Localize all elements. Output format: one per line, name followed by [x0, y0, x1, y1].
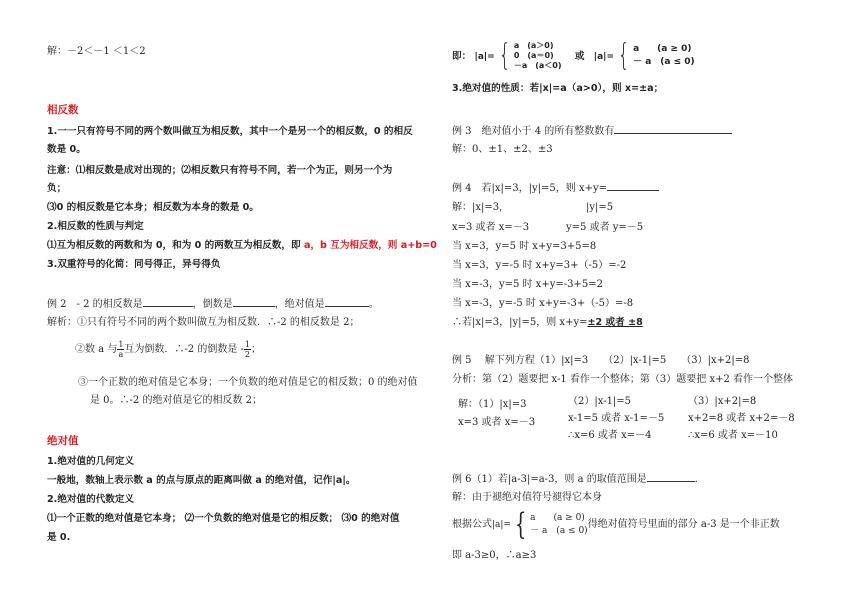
example4-case4: 当 x=-3，y=-5 时 x+y=-3+（-5）=-8	[452, 298, 634, 309]
example5-s2-a: （2）|x-1|=5	[568, 396, 632, 407]
example5-s1-a: 解：（1）|x|=3	[458, 399, 527, 410]
fraction-1-over-2: $\frac{1}{2}$	[244, 340, 250, 359]
example2-solution-line4: 是 0。∴-2 的绝对值是它的相反数 2；	[90, 395, 263, 406]
piecewise-definition	[452, 40, 695, 74]
example5-analysis: 分析：第（2）题要把 x-1 看作一个整体；第（3）题要把 x+2 看作一个整体	[452, 374, 794, 385]
example2-question-d: 。	[368, 299, 379, 310]
abs-geometric-title: 1.绝对值的几何定义	[47, 456, 135, 467]
example4-sol-b: |y|=5	[586, 202, 614, 213]
example3-question-text: 例 3 绝对值小于 4 的所有整数数有	[452, 126, 615, 137]
solution-order: 解：－2＜－1 ＜1＜2	[47, 46, 146, 57]
opposite-definition-line2: 数是 0。	[47, 144, 86, 155]
example5-question: 例 5 解下列方程（1）|x|=3 （2）|x-1|=5 （3）|x+2|=8	[452, 355, 750, 366]
answer-blank	[143, 297, 193, 307]
example6-question-text: 例 6（1）若|a-3|=a-3，则 a 的取值范围是	[452, 474, 647, 485]
example6-question	[452, 472, 705, 487]
answer-blank	[647, 472, 695, 482]
note-line3: ⑶0 的相反数是它本身；相反数为本身的数是 0。	[47, 202, 259, 213]
abs-property: 3.绝对值的性质：若|x|=a（a>0），则 x=±a；	[452, 83, 664, 94]
example2-sol2-a: ②数 a 与	[75, 344, 118, 355]
example4-sol-c: x=3 或者 x=－3	[452, 222, 530, 233]
opposite-property-text: ⑴互为相反数的两数和为 0，和为 0 的两数互为相反数，即	[47, 240, 304, 251]
example5-s2-c: ∴x=6 或者 x=－4	[568, 430, 652, 441]
answer-blank	[614, 124, 732, 134]
example2-question	[47, 297, 379, 312]
section-title-absolute: 绝对值	[47, 435, 79, 447]
example6-formula-cases: a (a ≥ 0) － a (a ≤ 0)	[530, 512, 588, 536]
opposite-property-highlight: a，b 互为相反数，则 a+b=0	[303, 240, 437, 251]
example5-s1-b: x=3 或者 x=－3	[458, 417, 536, 428]
example4-case2: 当 x=3，y=-5 时 x+y=3+（-5）=-2	[452, 260, 627, 271]
piecewise-prefix: 即：	[452, 51, 472, 62]
example2-question-a: 例 2 - 2 的相反数是	[47, 299, 143, 310]
double-sign-rule: 3.双重符号的化简：同号得正，异号得负	[47, 259, 221, 270]
example4-case3: 当 x=-3，y=5 时 x+y=-3+5=2	[452, 279, 603, 290]
note-line2: 负；	[47, 183, 67, 194]
answer-blank	[325, 297, 369, 307]
abs-geometric-definition: 一般地，数轴上表示数 a 的点与原点的距离叫做 a 的绝对值，记作|a|。	[47, 475, 356, 486]
example5-s3-b: x+2=8 或者 x+2=－8	[688, 413, 795, 424]
example4-sol-d: y=5 或者 y=－5	[566, 222, 644, 233]
example4-question	[452, 181, 659, 196]
piecewise1-lhs: |a|=	[474, 52, 495, 62]
note-line1: 注意：⑴相反数是成对出现的；⑵相反数只有符号不同，若一个为正，则另一个为	[47, 165, 393, 176]
piecewise2-cases: a (a ≥ 0) － a (a ≤ 0)	[633, 44, 695, 67]
example5-s2-b: x-1=5 或者 x-1=－5	[568, 413, 665, 424]
example2-solution-line3: ③一个正数的绝对值是它本身；一个负数的绝对值是它的相反数；0 的绝对值	[78, 377, 418, 388]
example2-sol2-c: ；	[251, 344, 261, 355]
example5-s3-a: （3）|x+2|=8	[688, 396, 757, 407]
example2-question-c: ，绝对值是	[274, 299, 325, 310]
abs-algebraic-line2: 是 0.	[47, 532, 71, 543]
example2-question-b: ，倒数是	[192, 299, 233, 310]
example6-formula-prefix: 根据公式	[452, 519, 492, 530]
example2-sol2-b: 互为倒数．∴-2 的倒数是 -	[124, 344, 244, 355]
example2-solution-line1: 解析：①只有符号不同的两个数叫做互为相反数．∴-2 的相反数是 2；	[47, 317, 360, 328]
example4-answer: ±2 或者 ±8	[587, 317, 643, 328]
left-brace: {	[498, 38, 511, 73]
piecewise2-lhs: |a|=	[593, 52, 614, 62]
example6-formula-suffix: 得绝对值符号里面的部分 a-3 是一个非正数	[587, 519, 780, 530]
example6-formula-lhs: |a|=	[492, 520, 511, 530]
example4-conclusion	[452, 316, 643, 330]
example4-sol-a: 解：|x|=3,	[452, 202, 503, 213]
answer-blank	[233, 297, 275, 307]
opposite-property-title: 2.相反数的性质与判定	[47, 221, 144, 232]
abs-algebraic-line1: ⑴一个正数的绝对值是它本身； ⑵一个负数的绝对值是它的相反数； ⑶0 的绝对值	[47, 513, 400, 524]
example4-question-text: 例 4 若|x|=3，|y|=5，则 x+y=	[452, 183, 608, 194]
or-word: 或	[574, 51, 585, 62]
opposite-property-line	[47, 239, 437, 253]
abs-algebraic-title: 2.绝对值的代数定义	[47, 494, 135, 505]
example4-conclusion-text: ∴若|x|=3，|y|=5，则 x+y=	[452, 317, 588, 328]
example4-case1: 当 x=3，y=5 时 x+y=3+5=8	[452, 241, 597, 252]
example6-question-end: ．	[694, 474, 705, 485]
answer-blank	[607, 181, 659, 191]
left-brace: {	[617, 38, 630, 73]
example3-question	[452, 124, 732, 139]
example5-s3-c: ∴x=6 或者 x=－10	[688, 430, 778, 441]
opposite-definition-line1: 1.一一只有符号不同的两个数叫做互为相反数，其中一个是另一个的相反数，0 的相反	[47, 126, 413, 137]
left-brace: {	[514, 506, 527, 542]
fraction-1-over-a: $\frac{1}{a}$	[118, 340, 124, 359]
example3-solution: 解：0、±1、±2、±3	[452, 144, 553, 155]
piecewise1-cases: a (a＞0) 0 (a＝0) －a (a＜0)	[513, 41, 562, 70]
example6-solution-line2	[452, 508, 780, 542]
example6-solution-line3: 即 a-3≥0，∴a≥3	[452, 550, 537, 561]
section-title-opposite: 相反数	[47, 104, 79, 116]
example2-solution-line2	[75, 339, 261, 361]
example6-solution-line1: 解：由于褪绝对值符号褪得它本身	[452, 492, 602, 503]
